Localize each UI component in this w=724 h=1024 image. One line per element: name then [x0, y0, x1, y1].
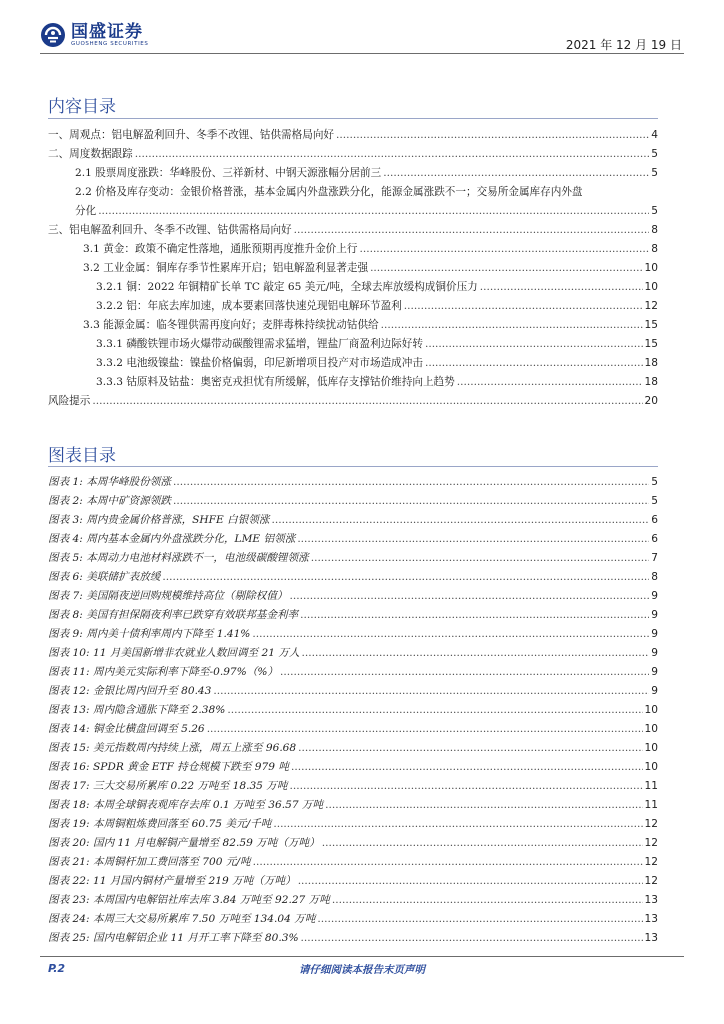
figure-entry[interactable] — [48, 910, 658, 929]
toc-title: 内容目录 — [48, 97, 116, 117]
company-logo — [40, 22, 148, 48]
figure-entry[interactable] — [48, 720, 658, 739]
toc-entry[interactable] — [48, 259, 658, 278]
figure-leader-dots — [273, 815, 642, 834]
toc-entry[interactable] — [48, 392, 658, 411]
figure-entry-label: 图表 1: 本周华峰股份领涨 — [48, 476, 171, 488]
figure-entry-label: 图表 16: SPDR 黄金 ETF 持仓规模下跌至 979 吨 — [48, 761, 289, 773]
toc-leader-dots — [457, 373, 643, 392]
figure-leader-dots — [300, 606, 649, 625]
figure-entry[interactable] — [48, 834, 658, 853]
figure-entry-page: 10 — [644, 704, 658, 716]
figure-entry-label: 图表 11: 周内美元实际利率下降至-0.97%（%） — [48, 666, 278, 678]
toc-entry-page: 15 — [644, 319, 658, 331]
disclaimer-note: 请仔细阅读本报告末页声明 — [299, 964, 425, 976]
figure-entry[interactable] — [48, 739, 658, 758]
figure-entry-page: 9 — [651, 590, 658, 602]
toc-entry-page: 15 — [644, 338, 658, 350]
figure-entry-label: 图表 19: 本周铜粗炼费回落至 60.75 美元/千吨 — [48, 818, 272, 830]
figure-entry-label: 图表 24: 本周三大交易所累库 7.50 万吨至 134.04 万吨 — [48, 913, 316, 925]
figure-entry[interactable] — [48, 682, 658, 701]
toc-entry[interactable] — [48, 164, 658, 183]
figure-leader-dots — [162, 568, 649, 587]
toc-entry-label: 2.1 股票周度涨跌：华峰股份、三祥新材、中钢天源涨幅分居前三 — [75, 167, 382, 179]
toc-entry[interactable] — [48, 335, 658, 354]
toc-leader-dots — [359, 240, 649, 259]
toc-entry-page: 5 — [651, 148, 658, 160]
figure-leader-dots — [227, 701, 642, 720]
page-number: P.2 — [48, 962, 66, 975]
toc-entry[interactable] — [48, 297, 658, 316]
figure-leader-dots — [298, 739, 642, 758]
toc-entry-page: 8 — [651, 224, 658, 236]
figure-entry-page: 8 — [651, 571, 658, 583]
toc-entry-label: 3.2.2 铝：年底去库加速，成本要素回落快速兑现铝电解环节盈利 — [96, 300, 402, 312]
toc-leader-dots — [135, 145, 650, 164]
toc-entry-label: 3.3.1 磷酸铁锂市场火爆带动碳酸锂需求猛增，锂盐厂商盈利边际好转 — [96, 338, 423, 350]
figure-entry-page: 11 — [644, 780, 658, 792]
toc-entry-label: 分化 — [75, 205, 97, 217]
figure-entry-page: 6 — [651, 533, 658, 545]
figure-entry-label: 图表 23: 本周国内电解铝社库去库 3.84 万吨至 92.27 万吨 — [48, 894, 330, 906]
toc-entry[interactable] — [48, 278, 658, 297]
figure-entry-page: 13 — [644, 932, 658, 944]
figure-entry-page: 12 — [644, 856, 658, 868]
figure-leader-dots — [302, 644, 650, 663]
figure-entry[interactable] — [48, 815, 658, 834]
figure-leader-dots — [297, 530, 649, 549]
figure-entry-label: 图表 21: 本周铜杆加工费回落至 700 元/吨 — [48, 856, 251, 868]
figure-entry-label: 图表 6: 美联储扩表放缓 — [48, 571, 161, 583]
toc-leader-dots — [425, 354, 643, 373]
toc-entry[interactable] — [48, 373, 658, 392]
figure-entry-page: 5 — [651, 476, 658, 488]
list-of-figures — [48, 473, 658, 948]
figure-entry[interactable] — [48, 511, 658, 530]
figure-entry-label: 图表 18: 本周全球铜表观库存去库 0.1 万吨至 36.57 万吨 — [48, 799, 324, 811]
figure-entry-page: 9 — [651, 647, 658, 659]
toc-entry-label: 风险提示 — [48, 395, 91, 407]
figure-entry-page: 12 — [644, 875, 658, 887]
figure-entry-label: 图表 14: 铜金比横盘回调至 5.26 — [48, 723, 205, 735]
figure-entry-page: 13 — [644, 894, 658, 906]
figure-leader-dots — [311, 549, 650, 568]
figure-entry[interactable] — [48, 587, 658, 606]
figure-entry-label: 图表 15: 美元指数周内持续上涨，周五上涨至 96.68 — [48, 742, 297, 754]
figures-title: 图表目录 — [48, 446, 116, 466]
figure-entry-label: 图表 10: 11 月美国新增非农就业人数回调至 21 万人 — [48, 647, 300, 659]
page-header — [0, 0, 724, 58]
figure-leader-dots — [173, 492, 649, 511]
figure-entry-label: 图表 13: 周内隐含通胀下降至 2.38% — [48, 704, 226, 716]
figure-leader-dots — [289, 777, 642, 796]
figure-leader-dots — [291, 758, 643, 777]
toc-entry[interactable] — [48, 354, 658, 373]
figure-entry-page: 12 — [644, 818, 658, 830]
toc-entry[interactable] — [48, 221, 658, 240]
figure-leader-dots — [301, 929, 643, 948]
figure-entry-page: 9 — [651, 628, 658, 640]
figure-leader-dots — [253, 853, 643, 872]
toc-entry-label: 3.3 能源金属：临冬锂供需再度向好；麦胖毒株持续扰动钴供给 — [83, 319, 379, 331]
figure-entry[interactable] — [48, 796, 658, 815]
toc-entry-label: 2.2 价格及库存变动：金银价格普涨，基本金属内外盘涨跌分化，能源金属涨跌不一；交易所金属库存内外盘 — [75, 186, 583, 198]
toc-entry-label: 3.2.1 铜：2022 年铜精矿长单 TC 敲定 65 美元/吨，全球去库放缓构成铜价压力 — [96, 281, 478, 293]
figure-entry[interactable] — [48, 701, 658, 720]
figure-entry-page: 6 — [651, 514, 658, 526]
figure-entry[interactable] — [48, 853, 658, 872]
figure-entry[interactable] — [48, 530, 658, 549]
figure-entry-label: 图表 17: 三大交易所累库 0.22 万吨至 18.35 万吨 — [48, 780, 288, 792]
figure-entry-page: 9 — [651, 609, 658, 621]
logo-english-name: GUOSHENG SECURITIES — [71, 40, 149, 47]
figure-entry-label: 图表 9: 周内美十债利率周内下降至 1.41% — [48, 628, 251, 640]
figure-entry-page: 9 — [651, 685, 658, 697]
figure-entry-label: 图表 3: 周内贵金属价格普涨，SHFE 白银领涨 — [48, 514, 270, 526]
figure-entry-page: 12 — [644, 837, 658, 849]
figure-entry-label: 图表 4: 周内基本金属内外盘涨跌分化，LME 铝领涨 — [48, 533, 296, 545]
figure-entry[interactable] — [48, 872, 658, 891]
figure-entry-page: 13 — [644, 913, 658, 925]
figure-entry[interactable] — [48, 549, 658, 568]
toc-entry[interactable] — [48, 240, 658, 259]
figure-leader-dots — [325, 796, 642, 815]
guosheng-logo-icon — [40, 22, 66, 48]
report-date: 2021 年 12 月 19 日 — [565, 38, 682, 52]
toc-entry-page: 10 — [644, 281, 658, 293]
figure-entry[interactable] — [48, 891, 658, 910]
toc-entry-page: 10 — [644, 262, 658, 274]
toc-entry[interactable] — [48, 202, 658, 221]
toc-leader-dots — [480, 278, 643, 297]
figure-entry[interactable] — [48, 663, 658, 682]
figure-entry-page: 9 — [651, 666, 658, 678]
figure-entry[interactable] — [48, 644, 658, 663]
figure-entry-label: 图表 12: 金银比周内回升至 80.43 — [48, 685, 212, 697]
figure-entry[interactable] — [48, 606, 658, 625]
figure-entry-page: 7 — [651, 552, 658, 564]
figure-entry[interactable] — [48, 758, 658, 777]
toc-entry-page: 12 — [644, 300, 658, 312]
figure-entry[interactable] — [48, 625, 658, 644]
header-divider — [40, 53, 684, 54]
toc-entry-page: 20 — [644, 395, 658, 407]
toc-entry-label: 一、周观点：铝电解盈利回升、冬季不改锂、钴供需格局向好 — [48, 129, 335, 141]
toc-entry-label: 三、铝电解盈利回升、冬季不改锂、钴供需格局向好 — [48, 224, 292, 236]
toc-entry-label: 3.3.2 电池级镍盐：镍盐价格偏弱，印尼新增项目投产对市场造成冲击 — [96, 357, 423, 369]
toc-entry[interactable] — [48, 145, 658, 164]
toc-leader-dots — [98, 202, 649, 221]
toc-entry[interactable] — [48, 316, 658, 335]
toc-title-rule — [48, 118, 658, 119]
toc-entry-label: 二、周度数据跟踪 — [48, 148, 133, 160]
table-of-contents — [48, 126, 658, 411]
figures-title-rule — [48, 466, 658, 467]
figure-entry-page: 5 — [651, 495, 658, 507]
toc-entry-page: 18 — [644, 357, 658, 369]
figure-leader-dots — [213, 682, 649, 701]
figure-entry[interactable] — [48, 473, 658, 492]
toc-entry-label: 3.2 工业金属：铜库存季节性累库开启；铝电解盈利显著走强 — [83, 262, 369, 274]
toc-entry-label: 3.1 黄金：政策不确定性落地，通胀预期再度推升金价上行 — [83, 243, 358, 255]
figure-entry-label: 图表 20: 国内 11 月电解铜产量增至 82.59 万吨（万吨） — [48, 837, 320, 849]
figure-entry-page: 11 — [644, 799, 658, 811]
figure-entry-label: 图表 22: 11 月国内铜材产量增至 219 万吨（万吨） — [48, 875, 296, 887]
figure-entry-page: 10 — [644, 723, 658, 735]
toc-entry-page: 5 — [651, 205, 658, 217]
figure-entry[interactable] — [48, 777, 658, 796]
footer-divider — [40, 956, 684, 957]
toc-entry-page: 8 — [651, 243, 658, 255]
toc-leader-dots — [370, 259, 642, 278]
toc-leader-dots — [294, 221, 650, 240]
figure-entry-page: 10 — [644, 761, 658, 773]
figure-entry-label: 图表 7: 美国隔夜逆回购规模维持高位（剔除权值） — [48, 590, 288, 602]
toc-entry[interactable] — [48, 126, 658, 145]
figure-entry[interactable] — [48, 929, 658, 948]
figure-entry[interactable] — [48, 568, 658, 587]
logo-chinese-name: 国盛证券 — [71, 21, 143, 42]
toc-leader-dots — [425, 335, 643, 354]
toc-entry-label: 3.3.3 钴原料及钴盐：奥密克戎担忧有所缓解，低库存支撑钴价维持向上趋势 — [96, 376, 455, 388]
figure-leader-dots — [272, 511, 650, 530]
figure-entry-label: 图表 5: 本周动力电池材料涨跌不一，电池级碳酸锂领涨 — [48, 552, 309, 564]
figure-leader-dots — [322, 834, 643, 853]
figure-leader-dots — [290, 587, 650, 606]
toc-entry-page: 4 — [651, 129, 658, 141]
figure-leader-dots — [317, 910, 642, 929]
toc-entry[interactable] — [48, 183, 658, 202]
toc-leader-dots — [381, 316, 643, 335]
figure-leader-dots — [207, 720, 643, 739]
figure-entry[interactable] — [48, 492, 658, 511]
toc-leader-dots — [92, 392, 642, 411]
figure-leader-dots — [252, 625, 649, 644]
figure-entry-label: 图表 2: 本周中矿资源领跌 — [48, 495, 171, 507]
figure-leader-dots — [332, 891, 643, 910]
figure-entry-page: 10 — [644, 742, 658, 754]
toc-entry-page: 5 — [651, 167, 658, 179]
figure-entry-label: 图表 25: 国内电解铝企业 11 月开工率下降至 80.3% — [48, 932, 299, 944]
figure-leader-dots — [298, 872, 643, 891]
figure-leader-dots — [173, 473, 649, 492]
figure-entry-label: 图表 8: 美国有担保隔夜利率已跌穿有效联邦基金利率 — [48, 609, 299, 621]
toc-leader-dots — [336, 126, 649, 145]
toc-entry-page: 18 — [644, 376, 658, 388]
figure-leader-dots — [280, 663, 649, 682]
toc-leader-dots — [404, 297, 643, 316]
toc-leader-dots — [383, 164, 649, 183]
